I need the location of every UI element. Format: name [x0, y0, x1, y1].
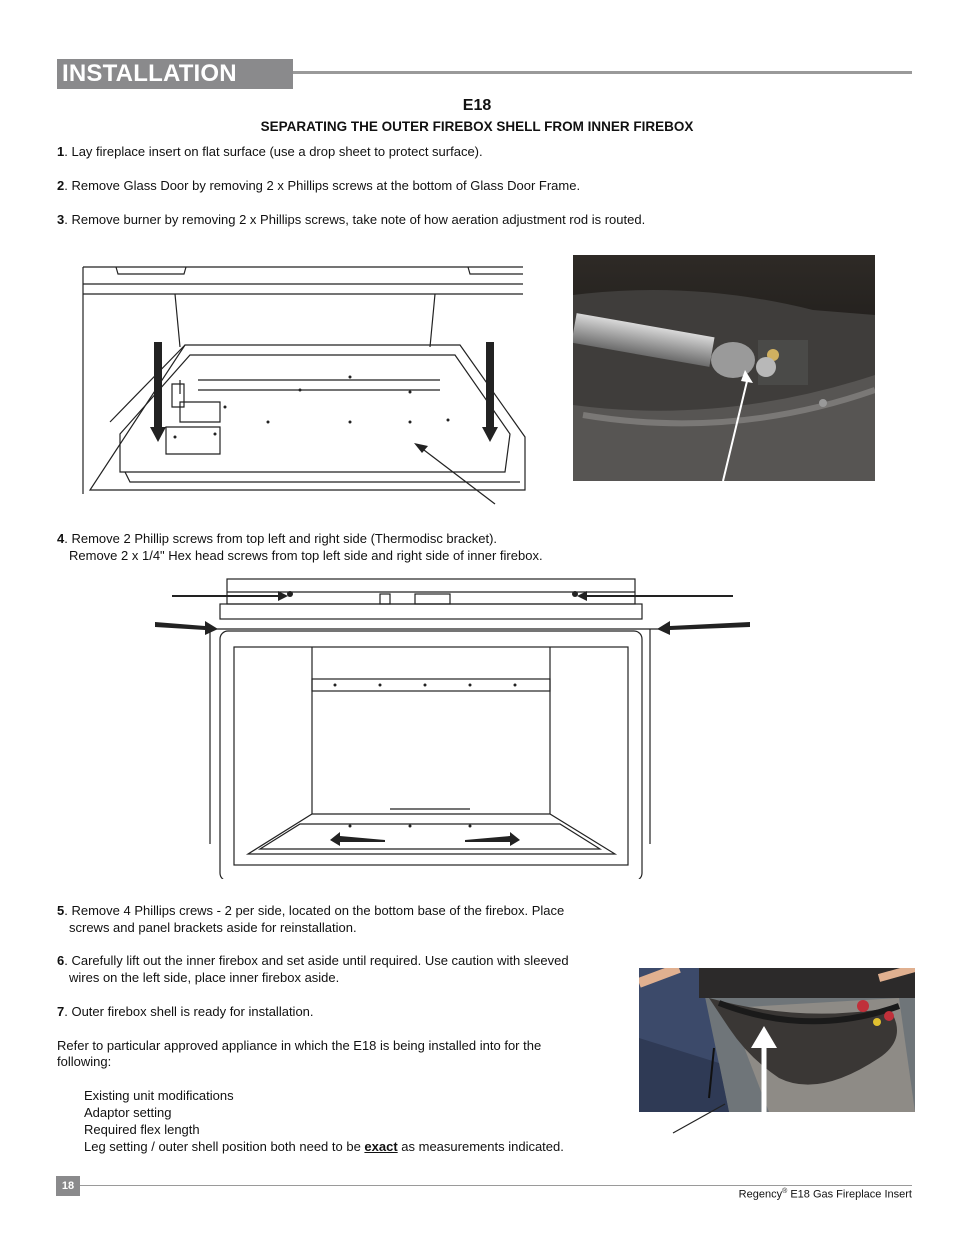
step-2 [57, 177, 580, 194]
step-text: . Lay fireplace insert on flat surface (use a drop sheet to protect surface). [64, 144, 483, 159]
footer-rule [80, 1185, 912, 1186]
section-model: E18 [462, 97, 492, 114]
step-6-line2: wires on the left side, place inner firebox aside. [69, 970, 340, 985]
header-rule [293, 71, 912, 74]
step-text: . Remove Glass Door by removing 2 x Phillips screws at the bottom of Glass Door Frame. [64, 178, 581, 193]
firebox-diagram [150, 574, 755, 879]
list-item: Adaptor setting [84, 1105, 172, 1120]
step-1 [57, 143, 483, 160]
emphasis-exact: exact [364, 1139, 398, 1154]
step-text: . Carefully lift out the inner firebox and set aside until required. Use caution with sleeved [64, 953, 569, 968]
footer-brand: Regency [738, 1188, 783, 1201]
page-number: 18 [56, 1176, 80, 1196]
step-number: 7 [57, 1004, 65, 1019]
step-number: 1 [57, 144, 65, 159]
step-text: . Remove burner by removing 2 x Phillips screws, take note of how aeration adjustment rod is routed. [64, 212, 646, 227]
step-text: . Remove 2 Phillip screws from top left and right side (Thermodisc bracket). [64, 531, 498, 546]
step-number: 4 [57, 531, 65, 546]
step-text: . Remove 4 Phillips crews - 2 per side, located on the bottom base of the firebox. Place [64, 903, 565, 918]
step-number: 5 [57, 903, 65, 918]
section-subtitle: SEPARATING THE OUTER FIREBOX SHELL FROM INNER FIREBOX [260, 119, 694, 134]
registered-mark: ® [782, 1188, 788, 1195]
page-title: INSTALLATION [62, 60, 237, 87]
step-7 [57, 1003, 314, 1020]
step-5-line2: screws and panel brackets aside for reinstallation. [69, 920, 357, 935]
footer-product [739, 1188, 912, 1201]
step-3 [57, 211, 645, 228]
refer-line-2: following: [57, 1054, 112, 1069]
step-4-line2: Remove 2 x 1/4" Hex head screws from top left side and right side of inner firebox. [69, 548, 543, 563]
step-text: . Outer firebox shell is ready for installation. [64, 1004, 314, 1019]
burner-photo [573, 255, 875, 481]
wires-photo [639, 968, 915, 1112]
list-item-text: as measurements indicated. [397, 1139, 564, 1154]
step-number: 6 [57, 953, 65, 968]
burner-diagram [80, 262, 530, 510]
list-item: Existing unit modifications [84, 1088, 234, 1103]
step-6 [57, 952, 569, 969]
refer-line-1: Refer to particular approved appliance in which the E18 is being installed into for the [57, 1038, 542, 1053]
footer-product-name: E18 Gas Fireplace Insert [787, 1188, 912, 1201]
step-number: 2 [57, 178, 65, 193]
step-number: 3 [57, 212, 65, 227]
step-4 [57, 530, 497, 547]
list-item-text: Leg setting / outer shell position both need to be [84, 1139, 365, 1154]
wires-pointer-arrow [670, 1100, 730, 1136]
step-5 [57, 902, 564, 919]
list-item: Required flex length [84, 1122, 200, 1137]
list-item [84, 1138, 564, 1155]
